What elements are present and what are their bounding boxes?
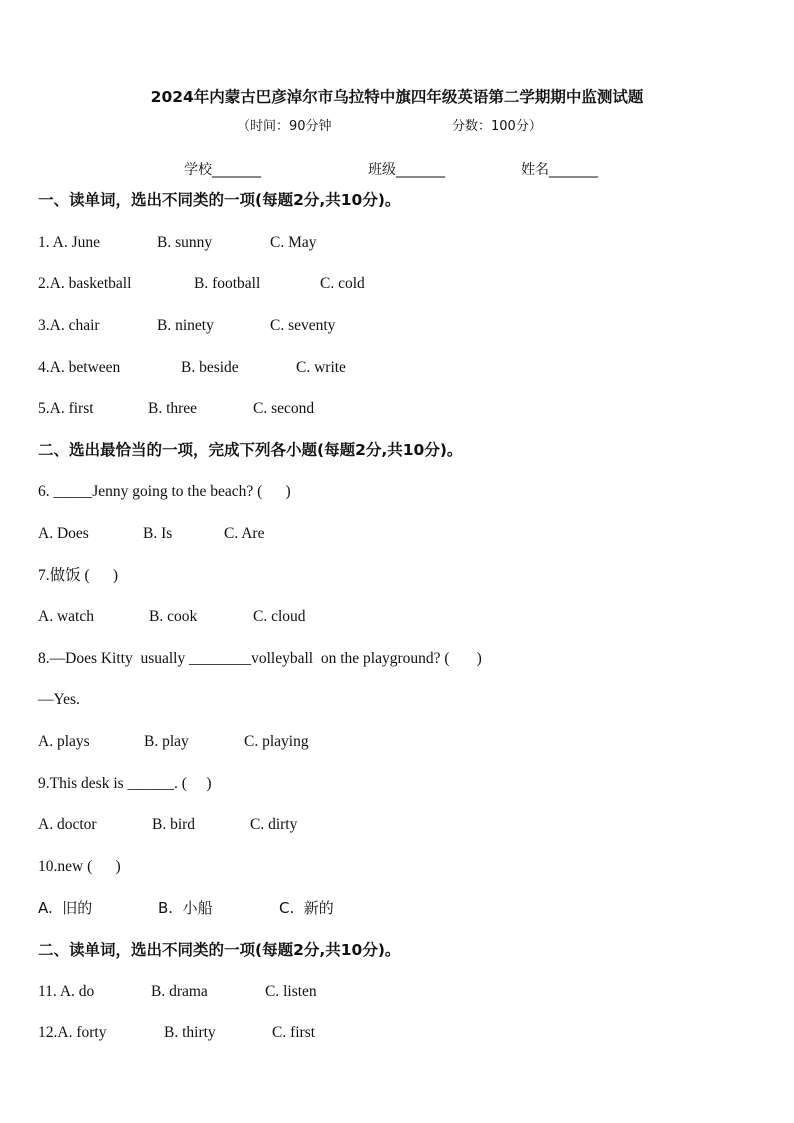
q7-option-c: C. cloud bbox=[253, 608, 306, 625]
q8-option-a: A. plays bbox=[38, 733, 90, 750]
q8-option-b: B. play bbox=[144, 733, 189, 750]
q3-option-a: 3.A. chair bbox=[38, 317, 100, 334]
q1-option-b: B. sunny bbox=[157, 234, 213, 251]
school-field: 学校_______ bbox=[184, 162, 261, 178]
q8-option-c: C. playing bbox=[244, 733, 309, 750]
q12-option-c: C. first bbox=[272, 1024, 316, 1041]
q9-option-b: B. bird bbox=[152, 816, 196, 833]
q11-option-c: C. listen bbox=[265, 983, 317, 1000]
q5-option-a: 5.A. first bbox=[38, 400, 94, 417]
score-label: 分数：100分） bbox=[452, 119, 542, 134]
q7-option-b: B. cook bbox=[149, 608, 198, 625]
q7-stem: 7.做饭 ( ) bbox=[38, 567, 119, 584]
q2-option-b: B. football bbox=[194, 275, 261, 292]
q11-option-a: 11. A. do bbox=[38, 983, 95, 1000]
time-label: （时间：90分钟 bbox=[237, 119, 332, 134]
q12-option-b: B. thirty bbox=[164, 1024, 216, 1041]
q6-stem: 6. _____Jenny going to the beach? ( ) bbox=[38, 483, 291, 500]
q12-option-a: 12.A. forty bbox=[38, 1024, 107, 1041]
q7-option-a: A. watch bbox=[38, 608, 94, 625]
q4-option-a: 4.A. between bbox=[38, 359, 121, 376]
q11-option-b: B. drama bbox=[151, 983, 208, 1000]
q8-reply: —Yes. bbox=[38, 691, 80, 708]
q10-stem: 10.new ( ) bbox=[38, 858, 121, 875]
q5-option-b: B. three bbox=[148, 400, 198, 417]
q1-option-c: C. May bbox=[270, 234, 317, 251]
q2-option-c: C. cold bbox=[320, 275, 365, 292]
page-title: 2024年内蒙古巴彦淖尔市乌拉特中旗四年级英语第二学期期中监测试题 bbox=[150, 88, 644, 106]
q6-option-c: C. Are bbox=[224, 525, 265, 542]
q10-option-b: B. 小船 bbox=[158, 899, 213, 917]
section-heading-3: 二、读单词，选出不同类的一项(每题2分,共10分)。 bbox=[38, 941, 401, 959]
q9-option-c: C. dirty bbox=[250, 816, 298, 833]
q6-option-a: A. Does bbox=[38, 525, 89, 542]
q9-option-a: A. doctor bbox=[38, 816, 97, 833]
class-field: 班级_______ bbox=[368, 162, 445, 178]
q10-option-c: C. 新的 bbox=[279, 899, 334, 917]
section-heading-1: 一、读单词，选出不同类的一项(每题2分,共10分)。 bbox=[38, 191, 401, 209]
q3-option-c: C. seventy bbox=[270, 317, 336, 334]
q3-option-b: B. ninety bbox=[157, 317, 214, 334]
q9-stem: 9.This desk is ______. ( ) bbox=[38, 775, 212, 792]
name-field: 姓名_______ bbox=[521, 162, 598, 178]
q10-option-a: A. 旧的 bbox=[38, 899, 93, 917]
q1-option-a: 1. A. June bbox=[38, 234, 100, 251]
q6-option-b: B. Is bbox=[143, 525, 173, 542]
q5-option-c: C. second bbox=[253, 400, 315, 417]
section-heading-2: 二、选出最恰当的一项，完成下列各小题(每题2分,共10分)。 bbox=[38, 441, 463, 459]
q4-option-c: C. write bbox=[296, 359, 346, 376]
q4-option-b: B. beside bbox=[181, 359, 239, 376]
q2-option-a: 2.A. basketball bbox=[38, 275, 132, 292]
q8-stem: 8.—Does Kitty usually ________volleyball on the playground? ( ) bbox=[38, 650, 482, 667]
